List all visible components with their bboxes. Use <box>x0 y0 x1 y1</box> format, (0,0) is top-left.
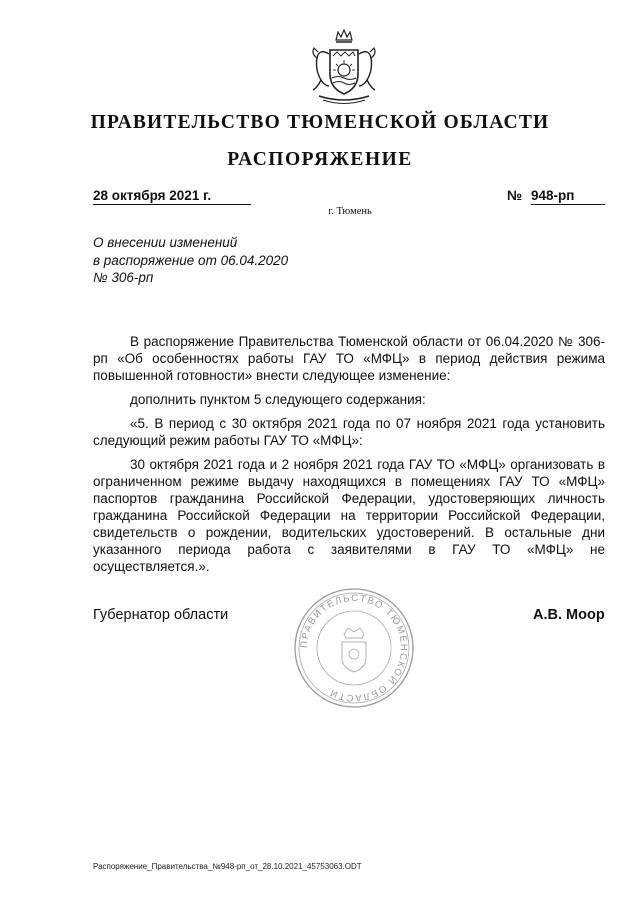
document-number: 948-рп <box>531 188 605 205</box>
body-paragraph: В распоряжение Правительства Тюменской области от 06.04.2020 № 306-рп «Об особенностях работы ГАУ ТО «МФЦ» в период действия режима повышенной готовности» внести следующее изменение: <box>93 334 605 383</box>
government-title: ПРАВИТЕЛЬСТВО ТЮМЕНСКОЙ ОБЛАСТИ <box>90 112 550 133</box>
subject-line: О внесении изменений <box>93 235 238 250</box>
signer-position: Губернатор области <box>93 607 229 623</box>
subject-line: № 306-рп <box>93 270 154 285</box>
coat-of-arms-icon <box>305 28 383 108</box>
document-city: г. Тюмень <box>328 206 372 217</box>
body-paragraph: «5. В период с 30 октября 2021 года по 07 ноября 2021 года установить следующий режим работы ГАУ ТО «МФЦ»: <box>93 416 605 448</box>
official-seal-icon <box>292 586 416 710</box>
seal-text: ПРАВИТЕЛЬСТВО ТЮМЕНСКОЙ ОБЛАСТИ <box>298 592 410 704</box>
document-body <box>93 333 605 582</box>
document-date: 28 октября 2021 г. <box>93 188 251 205</box>
number-sign: № <box>507 188 523 203</box>
footer-filename: Распоряжение_Правительства_№948-рп_от_28.10.2021_45753063.ODT <box>93 862 362 871</box>
subject-line: в распоряжение от 06.04.2020 <box>93 252 289 268</box>
document-subject <box>93 234 288 287</box>
body-paragraph: 30 октября 2021 года и 2 ноября 2021 года ГАУ ТО «МФЦ» организовать в ограниченном режиме выдачу находящихся в помещениях ГАУ ТО «МФЦ» паспортов гражданина Российской Федерации, удостоверяющих личность гражданина Российской Федерации на территории Российской Федерации, свидетельств о рождении, водительских удостоверений. В остальные дни указанного периода работа с заявителями в ГАУ ТО «МФЦ» не осуществляется.». <box>93 457 605 574</box>
document-type: РАСПОРЯЖЕНИЕ <box>227 149 413 170</box>
signer-name: А.В. Моор <box>533 607 605 623</box>
body-paragraph: дополнить пунктом 5 следующего содержания: <box>130 392 426 407</box>
